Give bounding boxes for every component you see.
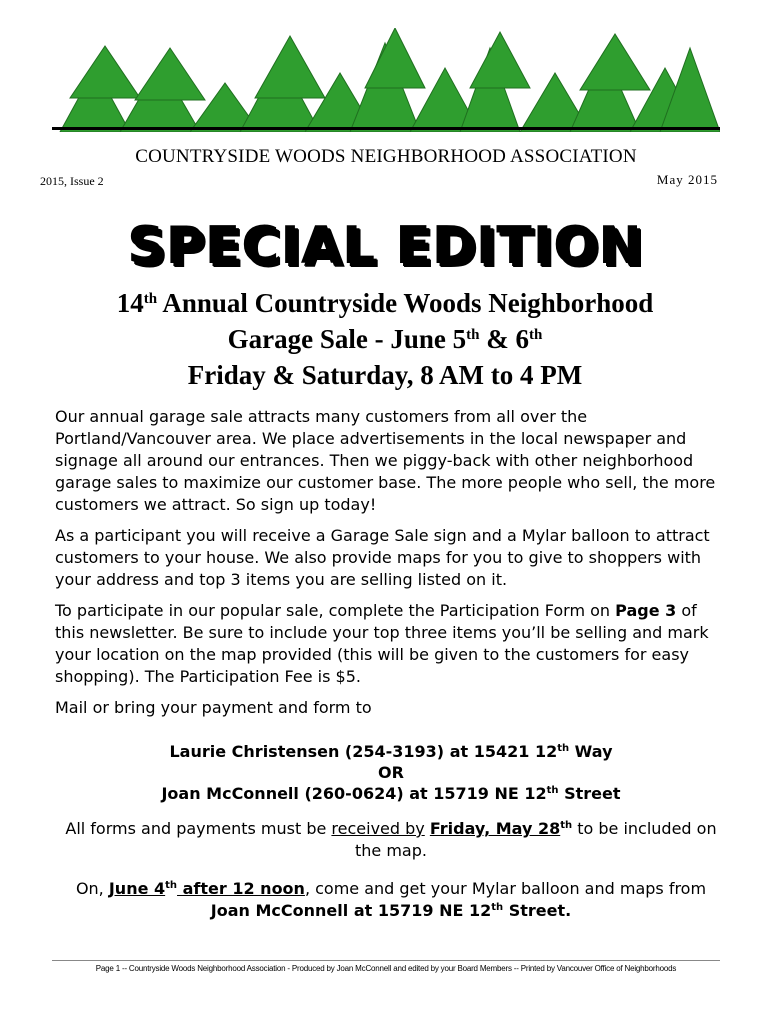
- headline-text-2b: & 6: [479, 324, 529, 354]
- addresses: [55, 741, 727, 804]
- address-2-ordinal: th: [546, 785, 559, 796]
- deadline-ordinal: th: [560, 820, 573, 831]
- pickup-notice: [55, 878, 727, 922]
- headline-ordinal: th: [143, 291, 158, 307]
- headline-number: 14: [116, 288, 144, 318]
- pickup-time: after 12 noon: [177, 879, 305, 898]
- address-2-end: Street: [558, 784, 621, 803]
- page-reference: Page 3: [615, 601, 677, 620]
- deadline-underline: received by: [331, 819, 425, 838]
- article-body: [55, 406, 727, 922]
- headline-line-1: [40, 285, 730, 321]
- pickup-ordinal: th: [165, 880, 178, 891]
- headline-ordinal-3: th: [528, 327, 543, 343]
- deadline-date: Friday, May 28: [429, 819, 561, 838]
- deadline-notice: [55, 818, 727, 862]
- special-edition-title: SPECIAL EDITION: [127, 216, 643, 276]
- pickup-date: June 4: [108, 879, 166, 898]
- pickup-address: Joan McConnell at 15719 NE 12: [210, 901, 492, 920]
- address-2: [55, 783, 727, 804]
- deadline-text-a: All forms and payments must be: [65, 819, 332, 838]
- headline-text-1: Annual Countryside Woods Neighborhood: [157, 288, 654, 318]
- address-1: [55, 741, 727, 762]
- address-1-end: Way: [569, 742, 613, 761]
- pine-trees-icon: [50, 28, 720, 132]
- pickup-text-a: On,: [75, 879, 109, 898]
- issue-number: 2015, Issue 2: [40, 174, 104, 188]
- headline-line-2: [40, 321, 730, 357]
- paragraph-1: Our annual garage sale attracts many customers from all over the Portland/Vancouver area. We place advertisements in the local newspaper and signage all around our entrances. Then we piggy-back with other neighborhood garage sales to maximize our customer base. The more people who sell, the more customers we attract. So sign up today!: [55, 407, 716, 514]
- headline-text-2a: Garage Sale - June 5: [227, 324, 467, 354]
- address-1-text: Laurie Christensen (254-3193) at 15421 12: [169, 742, 558, 761]
- pickup-text-b: , come and get your Mylar balloon and maps from: [304, 879, 707, 898]
- headline-ordinal-2: th: [466, 327, 480, 343]
- headline-line-3: Friday & Saturday, 8 AM to 4 PM: [187, 360, 583, 390]
- paragraph-3: [55, 600, 727, 688]
- p3-text-a: To participate in our popular sale, complete the Participation Form on: [55, 601, 616, 620]
- p3-text-b: of this newsletter. Be sure to include your top three items you’ll be selling and mark your location on the map provided (this will be given to the customers for easy shopping). The Participation Fee is $5.: [55, 601, 709, 686]
- address-or: OR: [378, 763, 404, 782]
- address-1-ordinal: th: [557, 743, 570, 754]
- paragraph-2: As a participant you will receive a Garage Sale sign and a Mylar balloon to attract customers to your house. We also provide maps for you to give to shoppers with your address and top 3 items you are selling listed on it.: [55, 526, 710, 589]
- footer-rule: [52, 960, 720, 961]
- paragraph-4: Mail or bring your payment and form to: [55, 698, 372, 717]
- header-rule: [52, 127, 720, 130]
- headline: [40, 285, 730, 393]
- association-name: COUNTRYSIDE WOODS NEIGHBORHOOD ASSOCIATION: [135, 146, 637, 167]
- pickup-address-ordinal: th: [491, 902, 504, 913]
- page-footer: Page 1 -- Countryside Woods Neighborhood Association - Produced by Joan McConnell and edited by your Board Members -- Printed by Vancouver Office of Neighborhoods: [95, 964, 677, 973]
- deadline-text-b: to be included on the map.: [355, 819, 717, 860]
- pickup-address-end: Street.: [503, 901, 572, 920]
- issue-date: May 2015: [656, 172, 718, 187]
- address-2-text: Joan McConnell (260-0624) at 15719 NE 12: [161, 784, 547, 803]
